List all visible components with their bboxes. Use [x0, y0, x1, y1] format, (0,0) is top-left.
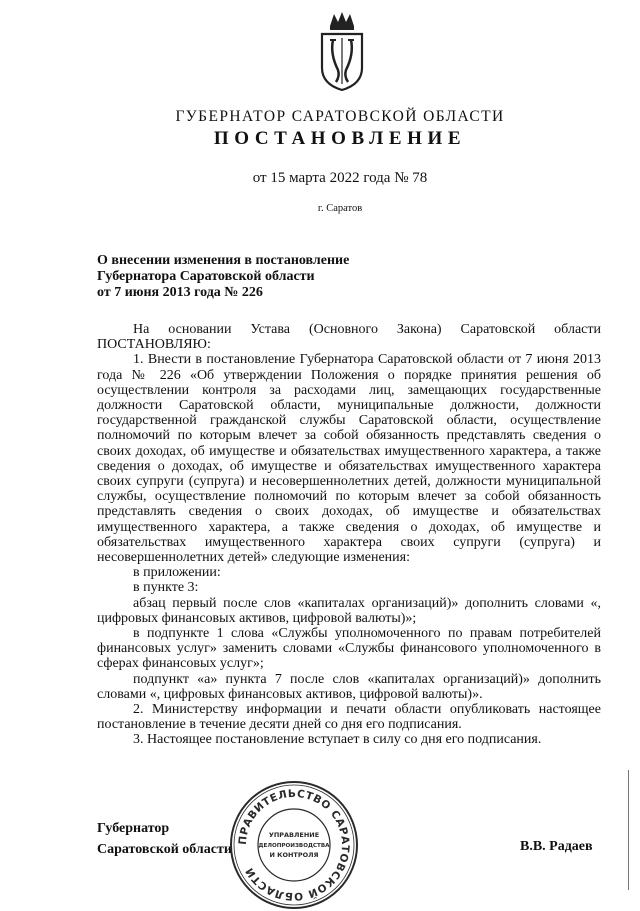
item-1-paragraph: 1. Внести в постановление Губернатора Саратовской области от 7 июня 2013 года № 226 «Об утверждении Положения о порядке принятия решения об осуществлении контроля за расходами лиц, замещающих государственные должности Саратовской области, муниципальные должности, должности государственной гражданской службы Саратовской области, осуществление полномочий по которым влечет за собой обязанность представлять сведения о своих доходах, об имуществе и обязательствах имущественного характера, а также сведения о доходах, об имуществе и обязательствах имущественного характера своих супруги (супруга) и несовершеннолетних детей, должности муниципальной службы, осуществление полномочий по которым влечет за собой обязанность представлять сведения о своих доходах, об имуществе и обязательствах имущественного характера, а также сведения о доходах, об имуществе и обязательствах имущественного характера своих супруги (супруга) и несовершеннолетних детей» следующие изменения: [97, 352, 601, 566]
signatory-name: В.В. Радаев [520, 839, 593, 854]
item-3-paragraph: 3. Настоящее постановление вступает в силу со дня его подписания. [133, 732, 542, 748]
decree-title: ПОСТАНОВЛЕНИЕ [213, 128, 467, 149]
city-label: г. Саратов [317, 203, 363, 214]
official-stamp [228, 779, 360, 911]
decree-body [97, 322, 601, 748]
stamp-center-line: И КОНТРОЛЯ [269, 851, 319, 859]
item-2-paragraph: 2. Министерству информации и печати области опубликовать настоящее постановление в течение десяти дней со дня его подписания. [97, 702, 601, 733]
clause-3-paragraph: в пункте 3: [133, 580, 199, 596]
signatory-position [97, 818, 232, 860]
amendment-paragraph: абзац первый после слов «капиталах организаций)» дополнить словами «, цифровых финансовых активов, цифровой валюты)»; [97, 595, 601, 626]
amendment-paragraph: подпункт «а» пункта 7 после слов «капиталах организаций)» дополнить словами «, цифровых финансовых активов, цифровой валюты)». [97, 671, 601, 702]
stamp-center-line: УПРАВЛЕНИЕ [268, 831, 320, 839]
stamp-ring-text: ПРАВИТЕЛЬСТВО САРАТОВСКОЙ ОБЛАСТИ [236, 787, 352, 903]
coat-of-arms-icon [316, 10, 368, 92]
stamp-center-line: ДЕЛОПРОИЗВОДСТВА [258, 843, 330, 849]
scan-edge-line [628, 770, 629, 890]
position-line: Губернатор [97, 821, 170, 836]
amendment-paragraph: в подпункте 1 слова «Службы уполномоченного по правам потребителей финансовых услуг» заменить словами «Службы финансового уполномоченного в сферах финансовых услуг»; [97, 626, 601, 672]
subject-line: от 7 июня 2013 года № 226 [97, 285, 263, 300]
decree-subject [97, 253, 497, 301]
position-line: Саратовской области [97, 842, 232, 857]
governor-title: ГУБЕРНАТОР САРАТОВСКОЙ ОБЛАСТИ [175, 108, 505, 125]
preamble-paragraph: На основании Устава (Основного Закона) Саратовской области ПОСТАНОВЛЯЮ: [97, 322, 601, 353]
decree-date-number: от 15 марта 2022 года № 78 [252, 170, 428, 186]
appendix-paragraph: в приложении: [133, 565, 221, 581]
subject-line: Губернатора Саратовской области [97, 269, 315, 284]
subject-line: О внесении изменения в постановление [97, 253, 350, 268]
